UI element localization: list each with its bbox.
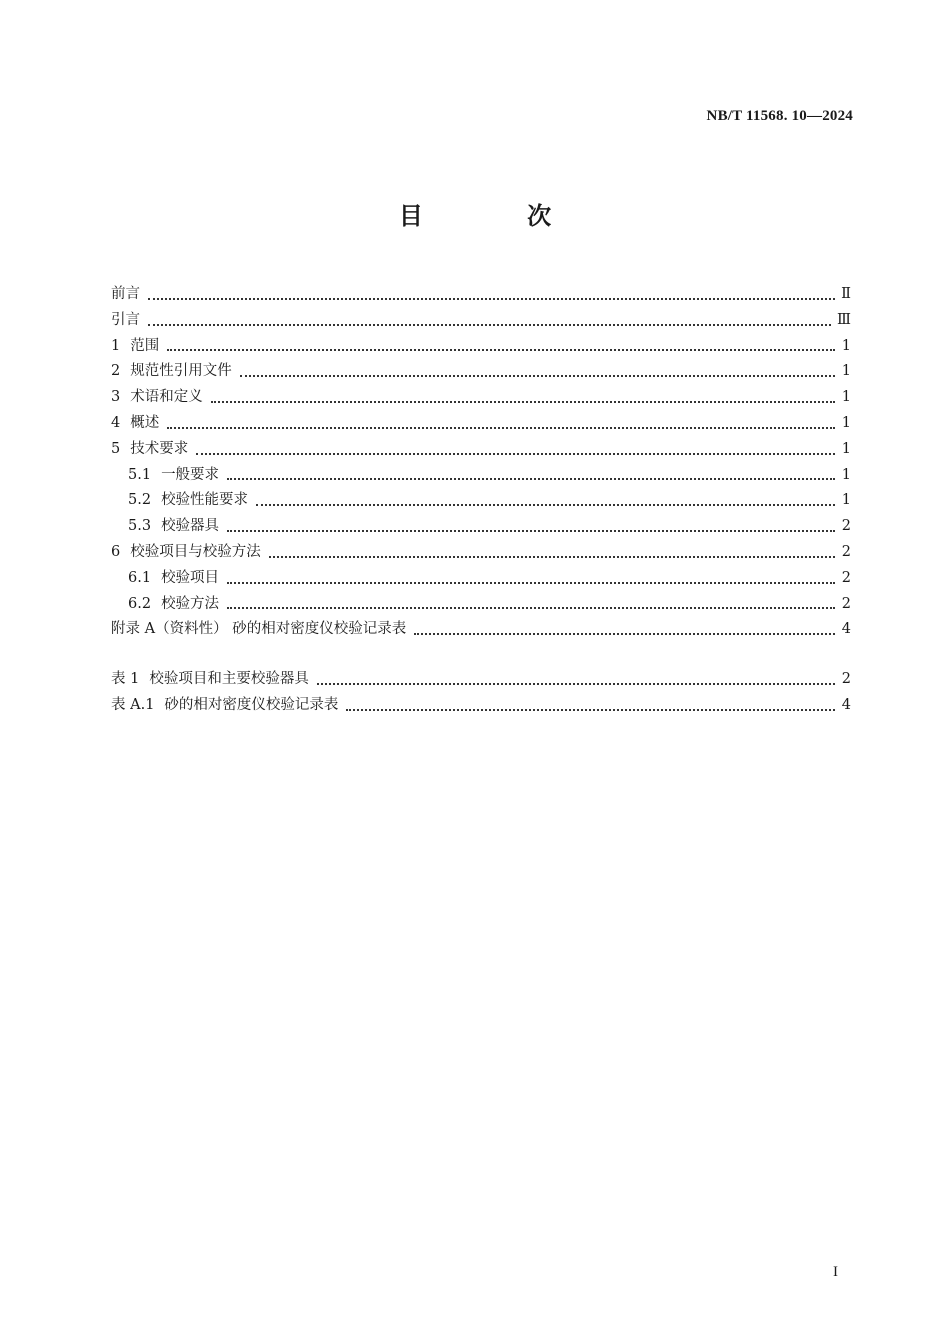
toc-entry[interactable] [111,510,851,536]
dot-leader [196,452,835,455]
dot-leader [211,400,835,403]
toc-entry[interactable] [111,562,851,588]
toc-entry-page: 1 [841,414,851,431]
toc-entry-number: 2 [111,363,121,380]
toc-entry-label: 校验项目 [161,569,220,586]
toc-entry-label: 校验性能要求 [161,492,249,509]
toc-entry-page: 1 [841,492,851,509]
toc-entry-number: 4 [111,414,121,431]
toc-entry-page: 2 [841,543,851,560]
toc-entry[interactable] [111,588,851,614]
toc-entry-number: 6.2 [128,595,152,612]
dot-leader [148,297,835,300]
table-of-contents [111,278,851,715]
toc-entry-page: 2 [841,595,851,612]
toc-entry-label: 一般要求 [161,466,220,483]
dot-leader [269,555,835,558]
toc-entry-page: 1 [841,466,851,483]
toc-entry-label: 引言 [111,311,140,328]
dot-leader [256,503,835,506]
toc-entry-label: 术语和定义 [130,389,203,406]
toc-section-list [111,278,851,639]
toc-entry[interactable] [111,304,851,330]
dot-leader [414,632,835,635]
toc-entry[interactable] [111,663,851,689]
toc-entry[interactable] [111,433,851,459]
dot-leader [148,323,831,326]
standard-code: NB/T 11568. 10—2024 [706,108,853,124]
toc-entry-label: 砂的相对密度仪校验记录表 [164,696,339,713]
dot-leader [227,477,835,480]
toc-entry-page: Ⅱ [841,285,851,302]
toc-entry-label: 范围 [130,337,160,354]
dot-leader [227,529,835,532]
toc-entry-number: 6.1 [128,569,152,586]
toc-entry-label: 校验器具 [161,518,220,535]
page-title: 目 次 [398,202,600,230]
toc-entry-page: 2 [841,671,851,688]
toc-entry[interactable] [111,330,851,356]
toc-entry-label: 校验方法 [161,595,220,612]
toc-entry-page: 2 [841,569,851,586]
toc-entry-number: 表 A.1 [111,696,155,713]
toc-entry-label: 概述 [130,414,160,431]
toc-entry[interactable] [111,613,851,639]
dot-leader [240,374,835,377]
toc-entry-label: 技术要求 [130,440,189,457]
toc-entry-label: 校验项目与校验方法 [130,543,261,560]
toc-entry-label: 校验项目和主要校验器具 [149,671,309,688]
toc-entry-number: 3 [111,389,121,406]
toc-entry-number: 5.1 [128,466,152,483]
toc-entry-page: 1 [841,363,851,380]
toc-entry-number: 5 [111,440,121,457]
toc-entry-page: 1 [841,440,851,457]
page-number: I [833,1264,838,1280]
toc-entry-label: 前言 [111,285,140,302]
toc-entry-number: 5.3 [128,518,152,535]
dot-leader [167,426,835,429]
dot-leader [227,606,835,609]
toc-entry-label: 规范性引用文件 [130,363,232,380]
toc-entry-page: 4 [841,696,851,713]
toc-entry-page: 1 [841,389,851,406]
toc-entry[interactable] [111,536,851,562]
dot-leader [317,682,835,685]
toc-entry-page: 2 [841,518,851,535]
toc-entry[interactable] [111,484,851,510]
dot-leader [227,581,835,584]
toc-entry-number: 6 [111,543,121,560]
toc-entry-page: 1 [841,337,851,354]
dot-leader [167,348,835,351]
toc-entry-number: 1 [111,337,121,354]
toc-table-list [111,663,851,715]
toc-entry-page: 4 [841,621,851,638]
toc-entry[interactable] [111,381,851,407]
toc-entry[interactable] [111,459,851,485]
dot-leader [346,708,835,711]
toc-entry-number: 5.2 [128,492,152,509]
toc-entry[interactable] [111,355,851,381]
toc-entry[interactable] [111,407,851,433]
toc-entry-number: 表 1 [111,671,140,688]
toc-entry-label: 附录 A（资料性） 砂的相对密度仪校验记录表 [111,621,407,638]
toc-entry[interactable] [111,689,851,715]
toc-entry-page: Ⅲ [837,311,851,328]
toc-entry[interactable] [111,278,851,304]
